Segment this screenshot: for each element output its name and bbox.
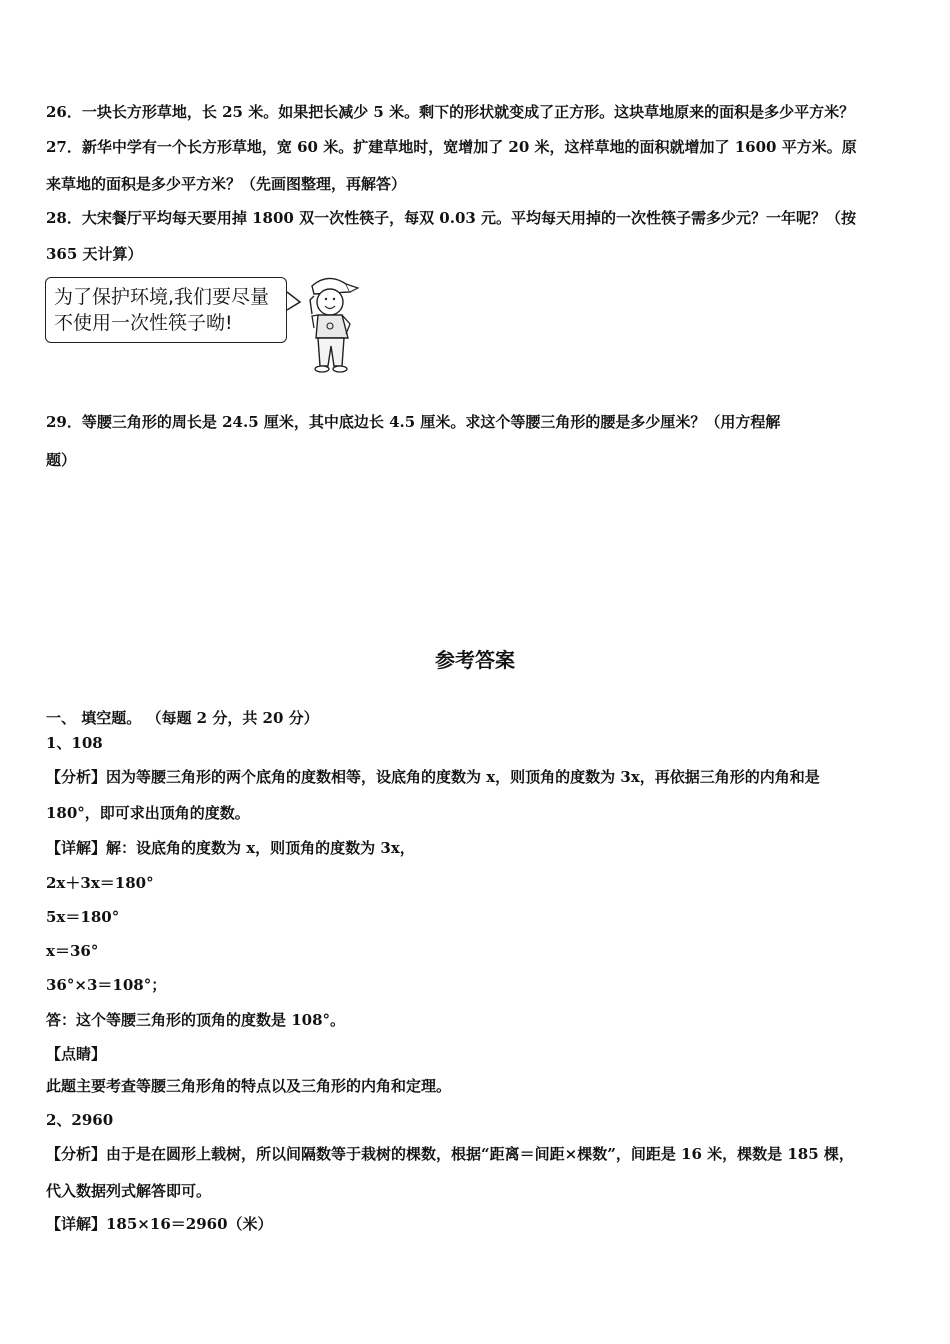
answer-2-detail: 【详解】185×16＝2960（米） [46,1215,273,1233]
answer-1-equation-2: 5x＝180° [46,908,120,926]
section-heading: 一、 填空题。 （每题 2 分，共 20 分） [46,709,319,727]
answer-1-analysis-line-2: 180°，即可求出顶角的度数。 [46,804,250,822]
answer-2-head: 2、2960 [46,1111,114,1129]
question-29-line-1: 29．等腰三角形的周长是 24.5 厘米，其中底边长 4.5 厘米。求这个等腰三角形的腰是多少厘米？（用方程解 [46,413,781,431]
speech-bubble-line-2: 不使用一次性筷子呦! [54,312,233,334]
question-27-line-1: 27．新华中学有一个长方形草地，宽 60 米。扩建草地时，宽增加了 20 米，这样草地的面积就增加了 1600 平方米。原 [46,138,857,156]
question-28-line-2: 365 天计算） [46,245,143,263]
answer-2-analysis-line-1: 【分析】由于是在圆形上载树，所以间隔数等于栽树的棵数，根据“距离＝间距×棵数”，间距是 16 米，棵数是 185 棵， [46,1145,854,1163]
answer-1-equation-3: x＝36° [46,942,99,960]
answer-2-analysis-line-2: 代入数据列式解答即可。 [46,1182,212,1200]
answer-1-point: 此题主要考查等腰三角形角的特点以及三角形的内角和定理。 [46,1077,452,1095]
speech-bubble-line-1: 为了保护环境,我们要尽量 [54,286,270,308]
speech-bubble [45,277,287,343]
answer-1-equation-4: 36°×3＝108°； [46,976,167,994]
answers-title: 参考答案 [435,648,515,672]
question-28-line-1: 28．大宋餐厅平均每天要用掉 1800 双一次性筷子，每双 0.03 元。平均每天用掉的一次性筷子需多少元？一年呢？（按 [46,209,857,227]
question-27-line-2: 来草地的面积是多少平方米？（先画图整理，再解答） [46,175,407,193]
answer-1-head: 1、108 [46,734,103,752]
answer-1-point-label: 【点睛】 [46,1045,107,1063]
boy-illustration [284,272,364,378]
answer-1-answer: 答：这个等腰三角形的顶角的度数是 108°。 [46,1011,346,1029]
answer-1-detail: 【详解】解：设底角的度数为 x，则顶角的度数为 3x， [46,839,415,857]
answer-1-analysis-line-1: 【分析】因为等腰三角形的两个底角的度数相等，设底角的度数为 x，则顶角的度数为 3x，再依据三角形的内角和是 [46,768,820,786]
question-26: 26．一块长方形草地，长 25 米。如果把长减少 5 米。剩下的形状就变成了正方形。这块草地原来的面积是多少平方米？ [46,103,855,121]
question-29-line-2: 题） [46,451,77,469]
answer-1-equation-1: 2x＋3x＝180° [46,874,154,892]
